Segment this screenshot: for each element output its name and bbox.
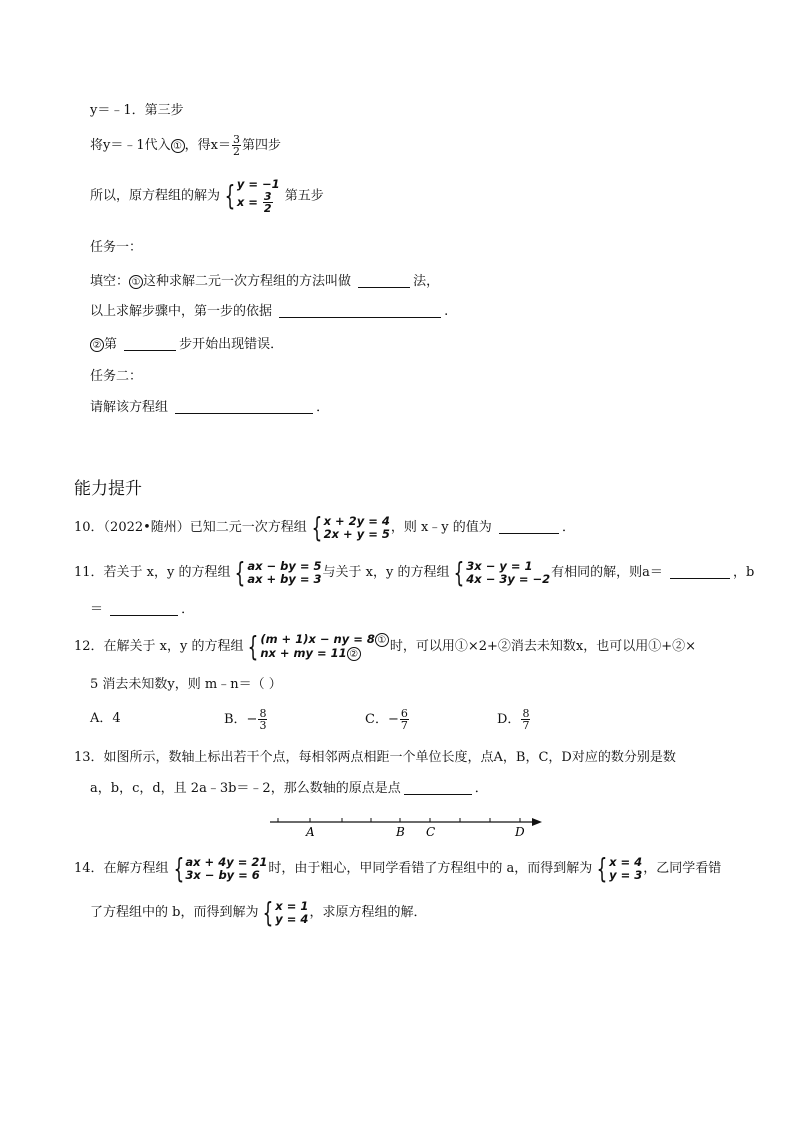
- circle-one-icon: ①: [375, 633, 389, 647]
- b-answer-blank[interactable]: [110, 601, 178, 616]
- brace-icon: {: [224, 179, 236, 212]
- fraction: $\frac{3}{2}$: [263, 190, 272, 215]
- solution-system-1: { x = 4 y = 3: [596, 851, 643, 885]
- question-13-line2: a，b，c，d，且 2a﹣3b＝﹣2，那么数轴的原点是点 ．: [90, 781, 488, 796]
- q10-answer-blank[interactable]: [499, 519, 559, 534]
- option-a[interactable]: A．4: [90, 711, 121, 726]
- task2-line: 请解该方程组 ．: [90, 400, 330, 415]
- label-c: C: [426, 825, 436, 839]
- step4-line: [90, 134, 281, 157]
- step3-line: [90, 102, 184, 120]
- fraction: $\frac{6}{7}$: [400, 707, 408, 732]
- step3-equation: y＝﹣1．: [90, 103, 145, 118]
- brace-icon: {: [596, 851, 608, 885]
- brace-icon: {: [311, 510, 323, 544]
- solution-system: { y = −1 x = $\frac{3}{2}$: [224, 177, 280, 215]
- task1-fill-line: 填空： ① 这种求解二元一次方程组的方法叫做 法，: [90, 274, 440, 289]
- origin-blank[interactable]: [404, 780, 472, 795]
- question-11-line2: ＝ ．: [90, 602, 195, 617]
- question-13: 13．如图所示，数轴上标出若干个点，每相邻两点相距一个单位长度，点A，B，C，D对应的数分别是数: [74, 750, 676, 765]
- equation-system-2: { 3x − y = 1 4x − 3y = −2: [454, 555, 551, 589]
- step3-label: 第三步: [144, 103, 184, 118]
- step5-prefix: 所以，原方程组的解为: [90, 188, 221, 204]
- fraction: $\frac{8}{3}$: [259, 707, 267, 732]
- step5-line: [90, 178, 324, 215]
- step4-label: 第四步: [241, 138, 281, 153]
- label-b: B: [396, 825, 405, 839]
- fraction: $\frac{8}{7}$: [522, 707, 530, 732]
- fraction: $\frac{3}{2}$: [232, 133, 240, 158]
- task1-basis-line: 以上求解步骤中，第一步的依据 .: [90, 304, 449, 319]
- number-line: [262, 810, 552, 842]
- question-12: 12．在解关于 x，y 的方程组 { (m + 1)x − ny = 8 ① nx + my = 11 ② 时，可以用①×2+②消去未知数x，也可以用①+②×: [74, 629, 697, 663]
- question-14-line2: 了方程组中的 b，而得到解为 { x = 1 y = 4 ，求原方程组的解．: [90, 895, 427, 929]
- option-b[interactable]: B．− $\frac{8}{3}$: [224, 707, 267, 732]
- circle-one-icon: ①: [129, 275, 143, 289]
- step5-label: 第五步: [284, 188, 324, 204]
- circle-one-icon: ①: [171, 139, 185, 153]
- question-10: 10．（2022•随州）已知二元一次方程组 { x + 2y = 4 2x + y = 5 ，则 x﹣y 的值为 ．: [74, 510, 575, 544]
- step4-prefix: 将y＝﹣1代入: [90, 138, 171, 153]
- brace-icon: {: [173, 851, 184, 885]
- brace-icon: {: [454, 555, 465, 589]
- step4-mid: ，得x＝: [184, 138, 231, 153]
- section-title: 能力提升: [74, 479, 142, 499]
- solution-system-2: { x = 1 y = 4: [263, 895, 309, 929]
- brace-icon: {: [248, 629, 259, 663]
- brace-icon: {: [263, 895, 274, 929]
- label-a: A: [306, 825, 315, 839]
- solve-blank[interactable]: [175, 399, 313, 414]
- equation-system-1: { ax − by = 5 ax + by = 3: [235, 555, 322, 589]
- q12-options: [90, 708, 650, 738]
- a-answer-blank[interactable]: [670, 564, 730, 579]
- option-c[interactable]: C．− $\frac{6}{7}$: [365, 707, 408, 732]
- method-blank[interactable]: [358, 273, 410, 288]
- task1-title: 任务一：: [90, 240, 143, 255]
- circle-two-icon: ②: [90, 338, 104, 352]
- question-11: 11．若关于 x，y 的方程组 { ax − by = 5 ax + by = 3 与关于 x，y 的方程组 { 3x − y = 1 4x − 3y = −2 有相同的解，则a＝ ，b: [74, 555, 755, 589]
- task2-title: 任务二：: [90, 369, 143, 384]
- question-12-line2: 5 消去未知数y，则 m﹣n＝（ ）: [90, 677, 282, 692]
- brace-icon: {: [235, 555, 246, 589]
- equation-system: { ax + 4y = 21 3x − by = 6: [173, 851, 268, 885]
- label-d: D: [515, 825, 525, 839]
- question-14: 14．在解方程组 { ax + 4y = 21 3x − by = 6 时，由于粗心，甲同学看错了方程组中的 a，而得到解为 { x = 4 y = 3 ，乙同学看错: [74, 851, 722, 885]
- task1-error-line: ② 第 步开始出现错误．: [90, 336, 283, 354]
- equation-system: { (m + 1)x − ny = 8 ① nx + my = 11 ②: [244, 633, 388, 661]
- equation-system: { x + 2y = 4 2x + y = 5: [311, 510, 390, 544]
- basis-blank[interactable]: [279, 303, 441, 318]
- circle-two-icon: ②: [347, 647, 361, 661]
- option-d[interactable]: D． $\frac{8}{7}$: [497, 707, 530, 732]
- arrow-icon: [532, 818, 542, 826]
- error-step-blank[interactable]: [124, 336, 176, 351]
